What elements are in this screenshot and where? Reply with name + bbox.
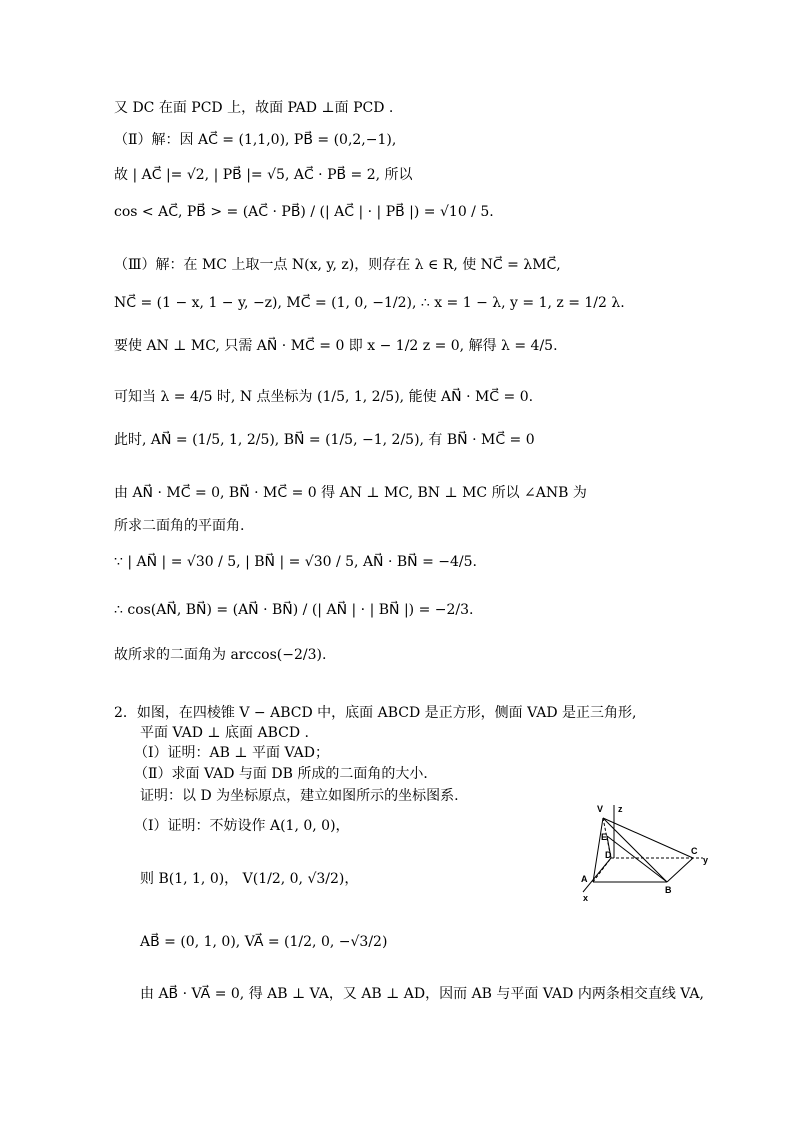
problem-2-line-3: （Ⅰ）证明：AB ⊥ 平面 VAD； — [134, 745, 329, 761]
text-line-4: cos < AC⃗, PB⃗ > = (AC⃗ · PB⃗) / (| AC⃗ | · | PB⃗ |) = √10 / 5. — [114, 204, 494, 220]
text-line-11: 所求二面角的平面角. — [114, 518, 245, 534]
edge-VB — [603, 818, 667, 882]
problem-2-line-8: AB⃗ = (0, 1, 0), VA⃗ = (1/2, 0, −√3/2) — [140, 934, 388, 950]
text-line-2: （Ⅱ）解：因 AC⃗ = (1,1,0), PB⃗ = (0,2,−1), — [114, 132, 397, 148]
text-line-1: 又 DC 在面 PCD 上，故面 PAD ⊥面 PCD . — [114, 100, 394, 116]
text-line-9: 此时, AN⃗ = (1/5, 1, 2/5), BN⃗ = (1/5, −1, 2/5), 有 BN⃗ · MC⃗ = 0 — [114, 432, 535, 448]
problem-2-line-9: 由 AB⃗ · VA⃗ = 0, 得 AB ⊥ VA，又 AB ⊥ AD，因而 AB 与平面 VAD 内两条相交直线 VA, — [140, 986, 704, 1002]
label-z: z — [618, 804, 623, 814]
problem-2-line-7: 则 B(1, 1, 0)， V(1/2, 0, √3/2)， — [140, 871, 359, 887]
label-B: B — [665, 885, 672, 895]
label-C: C — [691, 846, 698, 856]
text-line-6: NC⃗ = (1 − x, 1 − y, −z), MC⃗ = (1, 0, −1/2), ∴ x = 1 − λ, y = 1, z = 1/2 λ. — [114, 295, 625, 311]
text-line-13: ∴ cos(AN⃗, BN⃗) = (AN⃗ · BN⃗) / (| AN⃗ | · | BN⃗ |) = −2/3. — [114, 602, 474, 618]
label-x: x — [583, 893, 589, 903]
text-line-12: ∵ | AN⃗ | = √30 / 5, | BN⃗ | = √30 / 5, AN⃗ · BN⃗ = −4/5. — [114, 554, 477, 570]
pyramid-figure — [575, 800, 715, 910]
problem-2-line-1: 2．如图，在四棱锥 V − ABCD 中，底面 ABCD 是正方形，侧面 VAD 是正三角形, — [114, 705, 637, 721]
text-line-7: 要使 AN ⊥ MC, 只需 AN⃗ · MC⃗ = 0 即 x − 1/2 z = 0, 解得 λ = 4/5. — [114, 338, 558, 354]
problem-2-line-5: 证明：以 D 为坐标原点，建立如图所示的坐标图系. — [140, 788, 459, 804]
problem-2-line-4: （Ⅱ）求面 VAD 与面 DB 所成的二面角的大小． — [134, 766, 438, 782]
problem-2-line-6: （Ⅰ）证明：不妨设作 A(1, 0, 0)， — [134, 818, 350, 834]
text-line-14: 故所求的二面角为 arccos(−2/3). — [114, 647, 327, 663]
text-line-3: 故 | AC⃗ |= √2, | PB⃗ |= √5, AC⃗ · PB⃗ = 2, 所以 — [114, 167, 413, 183]
edge-VA — [593, 818, 603, 882]
label-E: E — [601, 832, 608, 842]
edge-VC — [603, 818, 693, 858]
edge-BC — [667, 858, 693, 882]
problem-2-line-2: 平面 VAD ⊥ 底面 ABCD . — [140, 725, 309, 741]
text-line-10: 由 AN⃗ · MC⃗ = 0, BN⃗ · MC⃗ = 0 得 AN ⊥ MC, BN ⊥ MC 所以 ∠ANB 为 — [114, 485, 587, 501]
text-line-8: 可知当 λ = 4/5 时, N 点坐标为 (1/5, 1, 2/5), 能使 AN⃗ · MC⃗ = 0. — [114, 389, 534, 405]
label-A: A — [581, 874, 588, 884]
label-y: y — [703, 855, 709, 865]
label-V: V — [597, 804, 604, 814]
text-line-5: （Ⅲ）解：在 MC 上取一点 N(x, y, z)，则存在 λ ∈ R, 使 NC⃗ = λMC⃗, — [114, 257, 561, 273]
label-D: D — [605, 850, 612, 860]
